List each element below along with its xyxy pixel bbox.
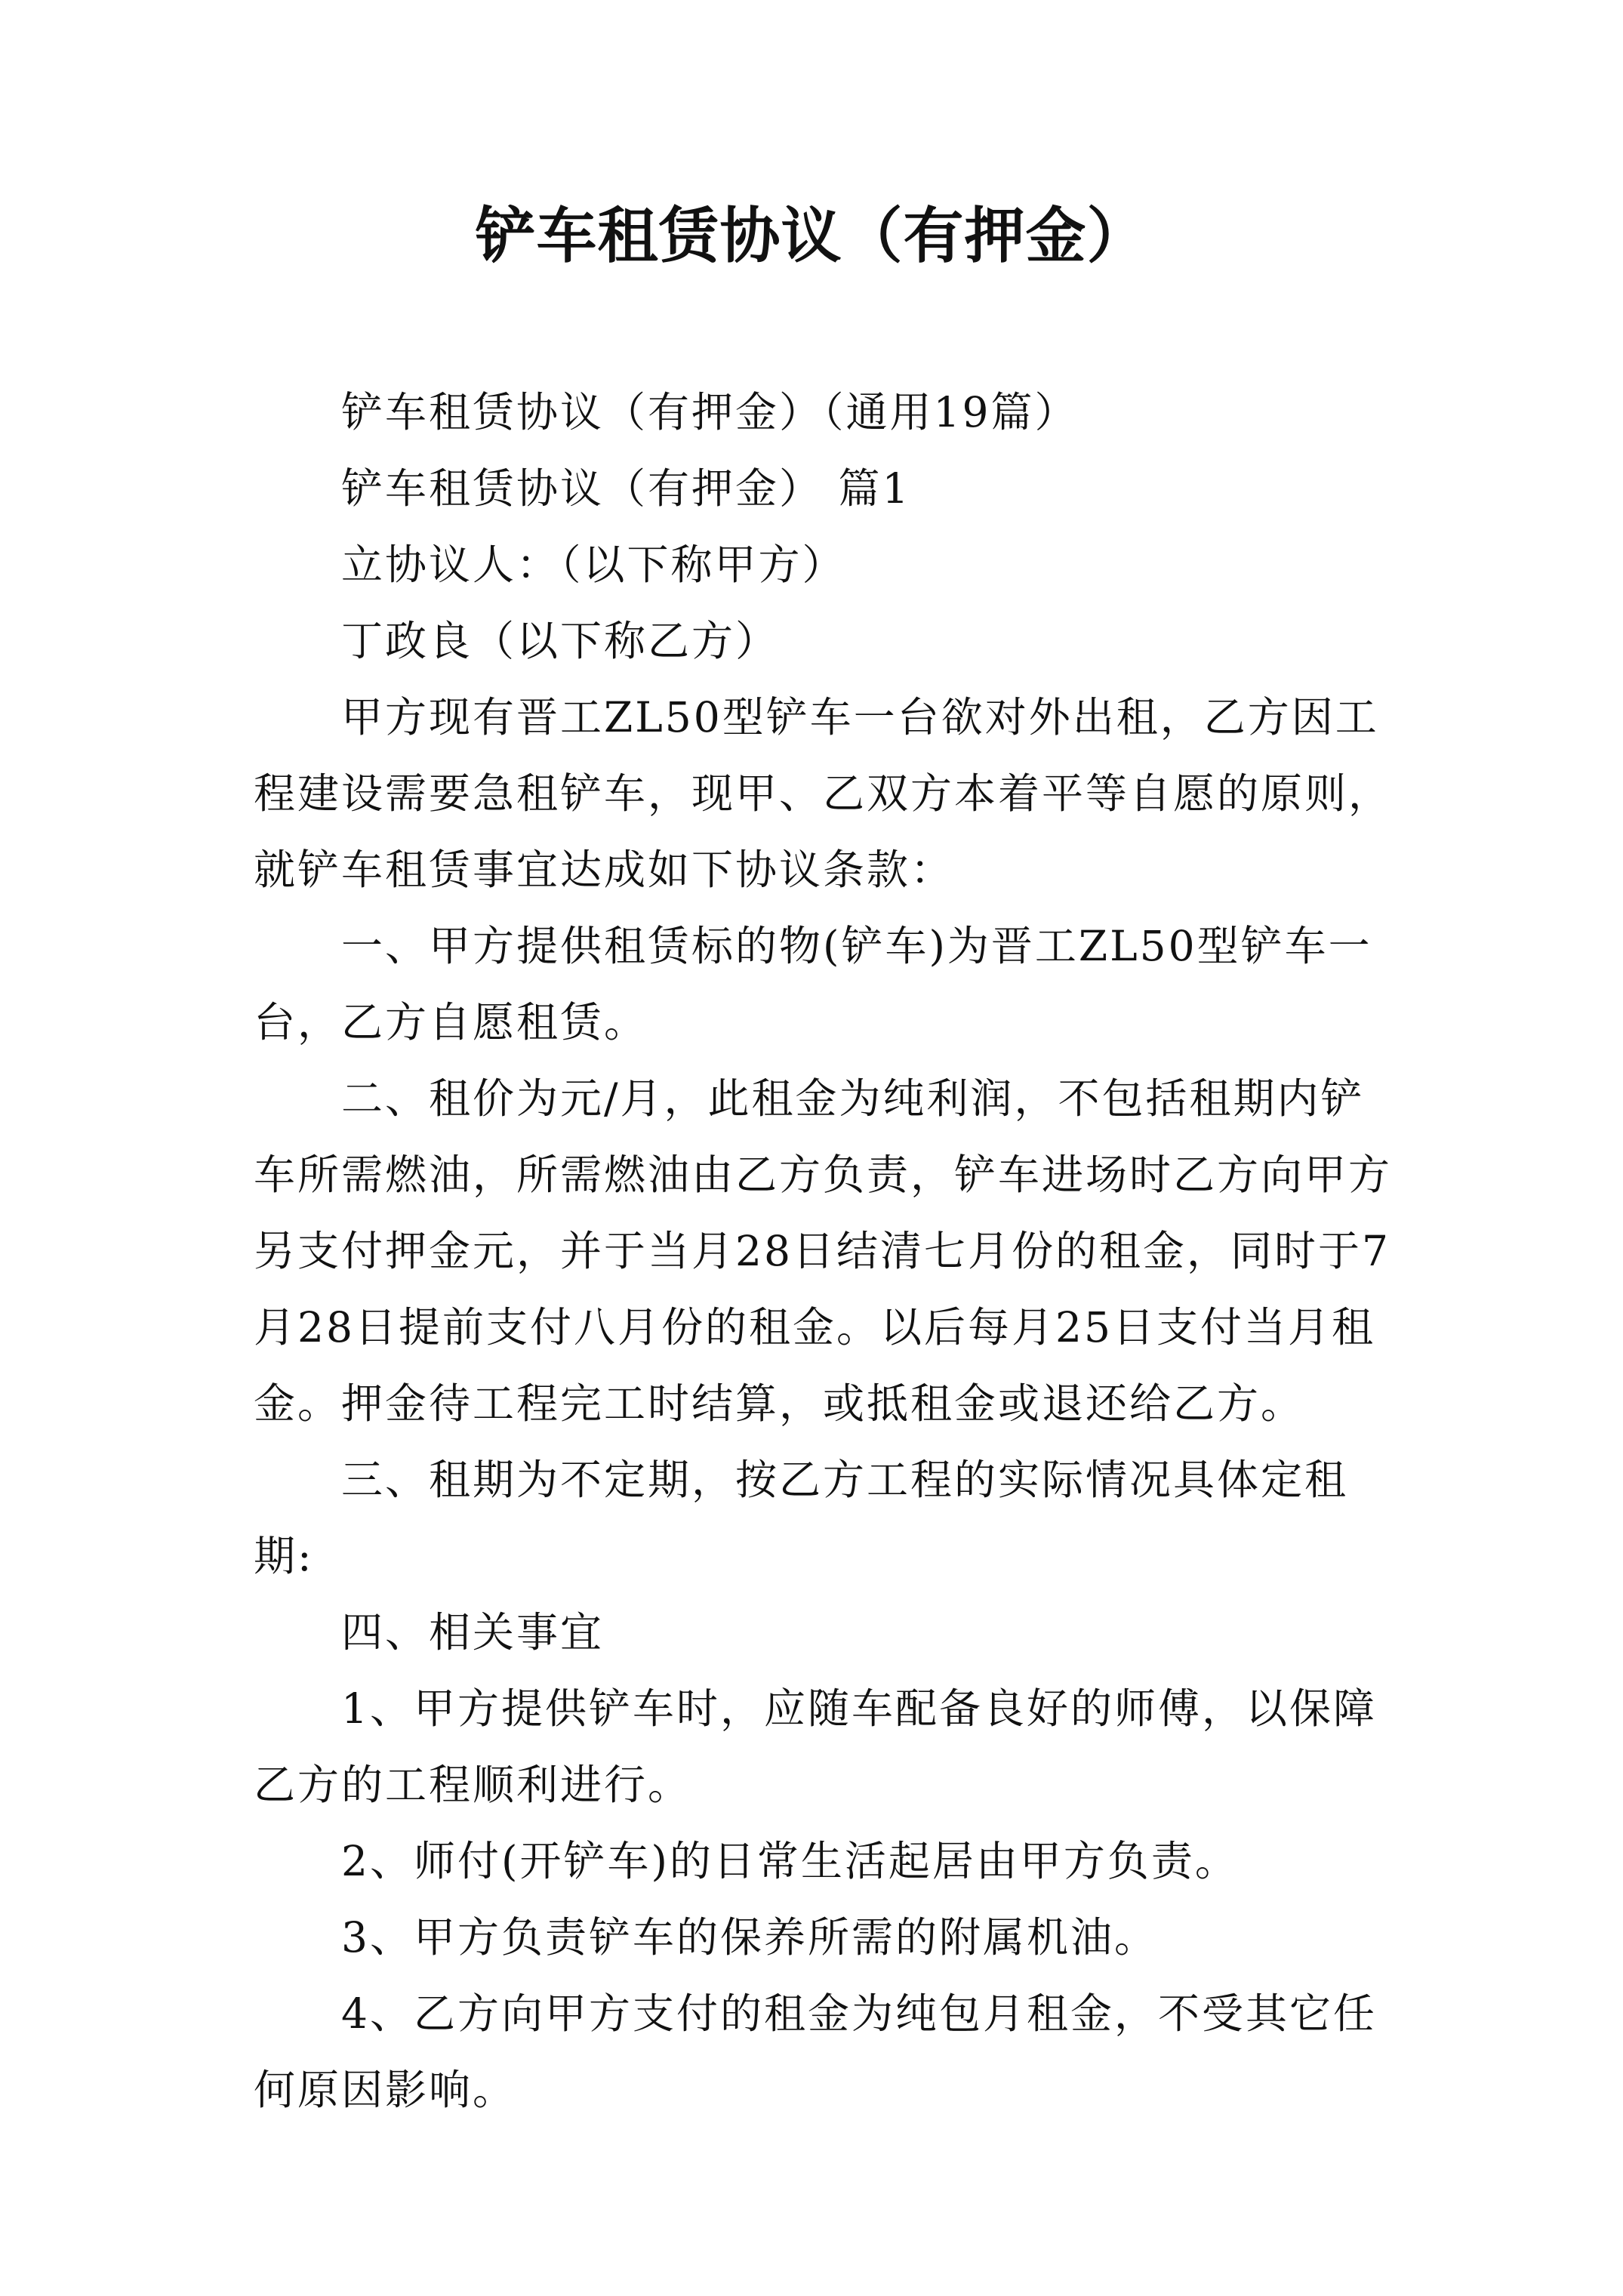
document-title: 铲车租赁协议（有押金） bbox=[475, 200, 1148, 271]
paragraph-item-3: 3、甲方负责铲车的保养所需的附属机油。 bbox=[341, 1913, 1158, 1962]
paragraph-item-1: 1、甲方提供铲车时，应随车配备良好的师傅，以保障乙方的工程顺利进行。 bbox=[254, 1684, 1377, 1809]
paragraph-clause-3: 三、租期为不定期，按乙方工程的实际情况具体定租期: bbox=[254, 1456, 1349, 1580]
paragraph-clause-2: 二、租价为元/月，此租金为纯利润，不包括租期内铲车所需燃油，所需燃油由乙方负责，铲车进场时乙方向甲方另支付押金元，并于当月28日结清七月份的租金，同时于7月28日提前支付八月份的租金。以后每月25日支付当月租金。押金待工程完工时结算，或抵租金或退还给乙方。 bbox=[254, 1074, 1393, 1428]
paragraph-clause-1: 一、甲方提供租赁标的物(铲车)为晋工ZL50型铲车一台，乙方自愿租赁。 bbox=[254, 922, 1372, 1046]
paragraph-item-2: 2、师付(开铲车)的日常生活起居由甲方负责。 bbox=[341, 1837, 1239, 1885]
document-body bbox=[254, 374, 1400, 2128]
paragraph-section-heading: 铲车租赁协议（有押金） 篇1 bbox=[341, 464, 911, 513]
paragraph-item-4: 4、乙方向甲方支付的租金为纯包月租金，不受其它任何原因影响。 bbox=[254, 1989, 1377, 2114]
paragraph-party-a: 立协议人：（以下称甲方） bbox=[341, 541, 846, 589]
paragraph-preamble: 甲方现有晋工ZL50型铲车一台欲对外出租，乙方因工程建设需要急租铲车，现甲、乙双方本着平等自愿的原则，就铲车租赁事宜达成如下协议条款： bbox=[254, 693, 1393, 894]
paragraph-clause-4-heading: 四、相关事宜 bbox=[341, 1608, 605, 1657]
paragraph-party-b: 丁政良（以下称乙方） bbox=[341, 617, 780, 665]
paragraph-subtitle: 铲车租赁协议（有押金）（通用19篇） bbox=[341, 388, 1079, 436]
